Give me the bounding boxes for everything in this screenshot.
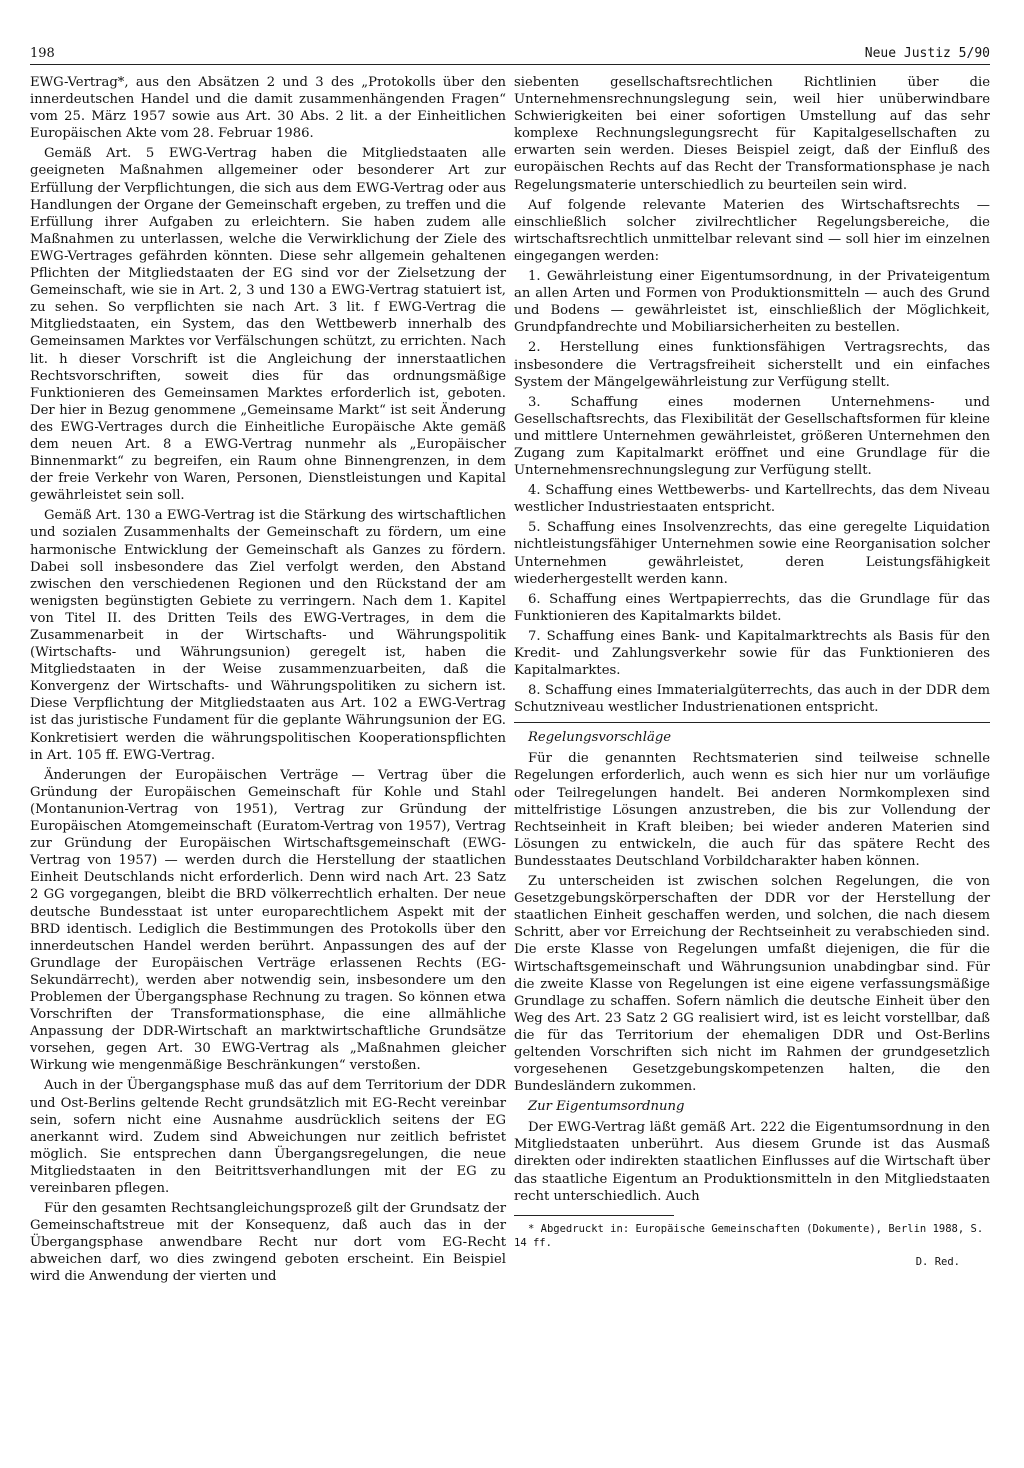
list-item: 5. Schaffung eines Insolvenzrechts, das eine geregelte Liquidation nichtleistungsfähiger Unternehmen sowie eine Reorganisation solcher Unternehmen gewährleistet, deren Leistungsfähigkeit wiederhergestellt werden kann. (514, 520, 990, 587)
paragraph: Der EWG-Vertrag läßt gemäß Art. 222 die Eigentumsordnung in den Mitgliedstaaten unberührt. Aus diesem Grunde ist das Ausmaß direkten oder indirekten staatlichen Einflusses auf die Wirtschaft über das staatliche Eigentum an Produktionsmitteln in den Mitgliedstaaten recht unterschiedlich. Auch (514, 1120, 990, 1204)
paragraph: Auch in der Übergangsphase muß das auf dem Territorium der DDR und Ost-Berlins geltende Recht grundsätzlich mit EG-Recht vereinbar sein, sofern nicht eine Ausnahme ausdrücklich seitens der EG anerkannt wird. Zudem sind Abweichungen nur zeitlich befristet möglich. Sie entsprechen dann Übergangsregelungen, die neue Mitgliedstaaten in den Beitrittsverhandlungen mit der EG zu vereinbaren pflegen. (30, 1078, 506, 1196)
right-column (514, 74, 990, 1271)
editor-mark: D. Red. (915, 1255, 960, 1268)
paragraph: EWG-Vertrag*, aus den Absätzen 2 und 3 des „Protokolls über den innerdeutschen Handel und die damit zusammenhängenden Fragen“ vom 25. März 1957 sowie aus Art. 30 Abs. 2 lit. a der Einheitlichen Europäischen Akte vom 28. Februar 1986. (30, 75, 506, 142)
list-item: 3. Schaffung eines modernen Unternehmens- und Gesellschaftsrechts, das Flexibilität der Gesellschaftsformen für kleine und mittlere Unternehmen gewährleistet, größeren Unternehmen den Zugang zum Kapitalmarkt eröffnet und eine Grundlage für die Unternehmensrechnungslegung zur Verfügung stellt. (514, 394, 990, 479)
footnote-rule (514, 1215, 674, 1216)
header-rule (30, 64, 990, 65)
paragraph: Für die genannten Rechtsmaterien sind teilweise schnelle Regelungen erforderlich, auch wenn es sich hier nur um vorläufige oder Teilregelungen handelt. Bei anderen Normkomplexen sind mittelfristige Lösungen anzustreben, die bis zur Vollendung der Rechtseinheit in Kraft bleiben; bei wieder anderen Materien sind Lösungen zu entwickeln, die auch für das spätere Recht des Bundesstaates Deutschland Vorbildcharakter haben können. (514, 751, 990, 869)
paragraph: Zu unterscheiden ist zwischen solchen Regelungen, die von Gesetzgebungskörperschaften der DDR vor der Herstellung der staatlichen Einheit geschaffen werden, und solchen, die nach diesem Schritt, aber vor Erreichung der Rechtseinheit zu verabschieden sind. Die erste Klasse von Regelungen umfaßt diejenigen, die für die Wirtschaftsgemeinschaft und Währungsunion unabdingbar sind. Für die zweite Klasse von Regelungen ist eine eigene verfassungsmäßige Grundlage zu schaffen. Sofern nämlich die deutsche Einheit über den Weg des Art. 23 Satz 2 GG realisiert wird, ist es leicht vorstellbar, daß die für das Territorium der ehemaligen DDR und Ost-Berlins geltenden Vorschriften sich nicht im Rahmen der grundgesetzlich vorgesehenen Gesetzgebungskompetenzen halten, die den Bundesländern zukommen. (514, 874, 990, 1095)
subheading: Zur Eigentumsordnung (528, 1099, 685, 1115)
journal-name: Neue Justiz 5/90 (864, 46, 990, 61)
running-head (30, 46, 990, 64)
list-item: 7. Schaffung eines Bank- und Kapitalmarktrechts als Basis für den Kredit- und Zahlungsverkehr sowie für das Funktionieren des Kapitalmarktes. (514, 628, 990, 679)
section-rule (514, 722, 990, 723)
paragraph: siebenten gesellschaftsrechtlichen Richtlinien über die Unternehmensrechnungslegung sein, weil hier unüberwindbare Schwierigkeiten bei einer sofortigen Umstellung auf das sehr komplexe Rechnungslegungsrecht für Kapitalgesellschaften zu erwarten sein werden. Dieses Beispiel zeigt, daß der Einfluß des europäischen Rechts auf das Recht der Transformationsphase je nach Regelungsmaterie unterschiedlich zu beurteilen sein wird. (514, 75, 990, 193)
list-item: 2. Herstellung eines funktionsfähigen Vertragsrechts, das insbesondere die Vertragsfreiheit sicherstellt und ein einfaches System der Mängelgewährleistung zur Verfügung stellt. (514, 340, 990, 390)
list-item: 6. Schaffung eines Wertpapierrechts, das die Grundlage für das Funktionieren des Kapitalmarkts bildet. (514, 591, 990, 624)
page-number: 198 (30, 46, 55, 61)
section-heading: Regelungsvorschläge (528, 730, 672, 746)
list-item: 8. Schaffung eines Immaterialgüterrechts, das auch in der DDR dem Schutzniveau westlicher Industrienationen entspricht. (514, 683, 990, 716)
footnote: * Abgedruckt in: Europäische Gemeinschaften (Dokumente), Berlin 1988, S. 14 ff. (514, 1222, 984, 1249)
paragraph: Gemäß Art. 130 a EWG-Vertrag ist die Stärkung des wirtschaftlichen und sozialen Zusammenhalts der Gemeinschaft zu fördern, um eine harmonische Entwicklung der Gemeinschaft als Ganzes zu fördern. Dabei soll insbesondere das Ziel verfolgt werden, den Abstand zwischen den verschiedenen Regionen und den Rückstand der am wenigsten begünstigten Gebiete zu verringern. Nach dem 1. Kapitel von Titel II. des Dritten Teils des EWG-Vertrages, in dem die Zusammenarbeit in der Wirtschafts- und Währungspolitik (Wirtschafts- und Währungsunion) geregelt ist, haben die Mitgliedstaaten in der Weise zusammenzuarbeiten, daß die Konvergenz der Wirtschafts- und Währungspolitiken zu sichern ist. Diese Verpflichtung der Mitgliedstaaten aus Art. 102 a EWG-Vertrag ist das juristische Fundament für die geplante Währungsunion der EG. Konkretisiert werden die währungspolitischen Kooperationspflichten in Art. 105 ff. EWG-Vertrag. (30, 508, 506, 763)
paragraph: Für den gesamten Rechtsangleichungsprozeß gilt der Grundsatz der Gemeinschaftstreue mit der Konsequenz, daß auch das in der Übergangsphase anwendbare Recht nur dort vom EG-Recht abweichen darf, wo dies zwingend geboten erscheint. Ein Beispiel wird die Anwendung der vierten und (30, 1201, 506, 1285)
paragraph: Änderungen der Europäischen Verträge — Vertrag über die Gründung der Europäischen Gemeinschaft für Kohle und Stahl (Montanunion-Vertrag von 1951), Vertrag zur Gründung der Europäischen Atomgemeinschaft (Euratom-Vertrag von 1957), Vertrag zur Gründung der Europäischen Wirtschaftsgemeinschaft (EWG-Vertrag von 1957) — werden durch die Herstellung der staatlichen Einheit Deutschlands nicht erforderlich. Denn wird nach Art. 23 Satz 2 GG vorgegangen, bleibt die BRD völkerrechtlich erhalten. Der neue deutsche Bundesstaat ist unter europarechtlichem Aspekt mit der BRD identisch. Lediglich die Bestimmungen des Protokolls über den innerdeutschen Handel werden berührt. Anpassungen des auf der Grundlage der Europäischen Verträge erlassenen Rechts (EG-Sekundärrecht), werden aber notwendig sein, insbesondere um den Problemen der Übergangsphase Rechnung zu tragen. So können etwa Vorschriften der Transformationsphase, die eine allmähliche Anpassung der DDR-Wirtschaft an marktwirtschaftliche Grundsätze vorsehen, gegen Art. 30 EWG-Vertrag als „Maßnahmen gleicher Wirkung wie mengenmäßige Beschränkungen“ verstoßen. (30, 767, 506, 1074)
paragraph: Auf folgende relevante Materien des Wirtschaftsrechts — einschließlich solcher zivilrechtlicher Regelungsbereiche, die wirtschaftsrechtlich unmittelbar relevant sind — soll hier im einzelnen eingegangen werden: (514, 197, 990, 264)
paragraph: Gemäß Art. 5 EWG-Vertrag haben die Mitgliedstaaten alle geeigneten Maßnahmen allgemeiner oder besonderer Art zur Erfüllung der Verpflichtungen, die sich aus dem EWG-Vertrag oder aus Handlungen der Organe der Gemeinschaft ergeben, zu treffen und die Erfüllung ihrer Aufgaben zu erleichtern. Sie haben zudem alle Maßnahmen zu unterlassen, welche die Verwirklichung der Ziele des EWG-Vertrages gefährden könnten. Diese sehr allgemein gehaltenen Pflichten der Mitgliedstaaten der EG sind vor der Zielsetzung der Gemeinschaft, wie sie in Art. 2, 3 und 130 a EWG-Vertrag statuiert ist, zu sehen. So verpflichten sie nach Art. 3 lit. f EWG-Vertrag die Mitgliedstaaten, ein System, das den Wettbewerb innerhalb des Gemeinsamen Marktes vor Verfälschungen schützt, zu errichten. Nach lit. h dieser Vorschrift ist die Angleichung der innerstaatlichen Rechtsvorschriften, soweit dies für das ordnungsmäßige Funktionieren des Gemeinsamen Marktes erforderlich ist, geboten. Der hier in Bezug genommene „Gemeinsame Markt“ ist seit Änderung des EWG-Vertrages durch die Einheitliche Europäische Akte gemäß dem neuen Art. 8 a EWG-Vertrag nunmehr als „Europäischer Binnenmarkt“ zu begreifen, ein Raum ohne Binnengrenzen, in dem der freie Verkehr von Waren, Personen, Dienstleistungen und Kapital gewährleistet sein soll. (30, 146, 506, 504)
left-column (30, 74, 506, 1286)
list-item: 1. Gewährleistung einer Eigentumsordnung, in der Privateigentum an allen Arten und Formen von Produktionsmitteln — auch des Grund und Bodens — gewährleistet ist, einschließlich der Möglichkeit, Grundpfandrechte und Mobiliarsicherheiten zu bestellen. (514, 269, 990, 336)
list-item: 4. Schaffung eines Wettbewerbs- und Kartellrechts, das dem Niveau westlicher Industriestaaten entspricht. (514, 483, 990, 516)
